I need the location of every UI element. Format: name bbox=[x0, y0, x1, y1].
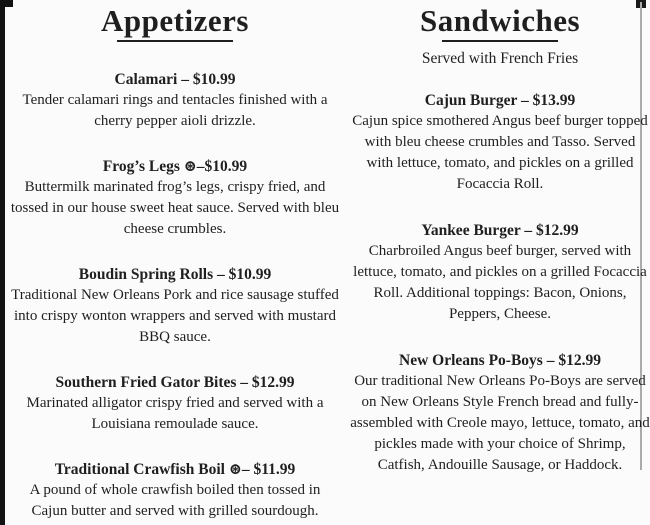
item-heading bbox=[350, 90, 650, 111]
item-description: Marinated alligator crispy fried and served with a Louisiana remoulade sauce. bbox=[26, 395, 324, 432]
item-price: – $10.99 bbox=[213, 266, 272, 283]
item-heading bbox=[10, 69, 340, 90]
menu-item-yankee-burger bbox=[350, 220, 650, 325]
item-name: Traditional Crawfish Boil bbox=[54, 461, 225, 478]
item-description: Buttermilk marinated frog’s legs, crispy fried, and tossed in our house sweet heat sauce. Served with bleu cheese crumbles. bbox=[10, 179, 340, 237]
menu-item-po-boys bbox=[350, 350, 650, 476]
appetizers-title-underline bbox=[117, 40, 233, 42]
item-name: Yankee Burger bbox=[421, 222, 521, 239]
appetizers-title: Appetizers bbox=[101, 3, 249, 38]
item-price: – $11.99 bbox=[241, 461, 296, 478]
item-heading bbox=[10, 372, 340, 393]
item-price: – $12.99 bbox=[236, 374, 295, 391]
sandwiches-title: Sandwiches bbox=[419, 3, 581, 38]
menu-item-frogs-legs bbox=[10, 156, 340, 240]
menu-item-boudin-spring-rolls bbox=[10, 264, 340, 348]
item-price: – $12.99 bbox=[520, 222, 579, 239]
sandwiches-subtitle: Served with French Fries bbox=[421, 50, 579, 67]
item-description: Cajun spice smothered Angus beef burger topped with bleu cheese crumbles and Tasso. Served with lettuce, tomato, and pickles on a grilled Focaccia Roll. bbox=[352, 113, 648, 192]
item-price: – $12.99 bbox=[542, 352, 601, 369]
item-description: Our traditional New Orleans Po-Boys are served on New Orleans Style French bread and fully-assembled with Creole mayo, lettuce, tomato, and pickles made with your choice of Shrimp, Catfish, Andouille Sausage, or Haddock. bbox=[350, 373, 650, 473]
dietary-badge-icon: ⊛ bbox=[179, 158, 197, 175]
item-heading bbox=[350, 350, 650, 371]
menu-item-crawfish-boil bbox=[10, 459, 340, 522]
menu-item-calamari bbox=[10, 69, 340, 132]
menu-item-cajun-burger bbox=[350, 90, 650, 195]
item-price: –$10.99 bbox=[196, 158, 248, 175]
item-heading bbox=[350, 220, 650, 241]
item-name: New Orleans Po-Boys bbox=[399, 352, 543, 369]
item-description: Tender calamari rings and tentacles finished with a cherry pepper aioli drizzle. bbox=[22, 92, 328, 129]
item-description: Traditional New Orleans Pork and rice sausage stuffed into crispy wonton wrappers and served with mustard BBQ sauce. bbox=[11, 287, 339, 345]
item-heading bbox=[10, 264, 340, 285]
item-name: Frog’s Legs bbox=[102, 158, 180, 175]
item-description: A pound of whole crawfish boiled then tossed in Cajun butter and served with grilled sourdough. bbox=[29, 482, 321, 519]
item-price: – $13.99 bbox=[517, 92, 576, 109]
sandwiches-column bbox=[350, 0, 650, 476]
item-heading bbox=[10, 459, 340, 480]
menu-item-gator-bites bbox=[10, 372, 340, 435]
item-name: Southern Fried Gator Bites bbox=[55, 374, 237, 391]
item-name: Cajun Burger bbox=[424, 92, 518, 109]
item-name: Calamari bbox=[114, 71, 178, 88]
item-price: – $10.99 bbox=[177, 71, 236, 88]
item-name: Boudin Spring Rolls bbox=[78, 266, 214, 283]
left-frame-bar bbox=[0, 0, 5, 525]
appetizers-column bbox=[10, 0, 340, 522]
dietary-badge-icon: ⊛ bbox=[224, 461, 242, 478]
sandwiches-title-underline bbox=[442, 40, 558, 42]
item-description: Charbroiled Angus beef burger, served with lettuce, tomato, and pickles on a grilled Focaccia Roll. Additional toppings: Bacon, Onions, Peppers, Cheese. bbox=[353, 243, 647, 322]
item-heading bbox=[10, 156, 340, 177]
